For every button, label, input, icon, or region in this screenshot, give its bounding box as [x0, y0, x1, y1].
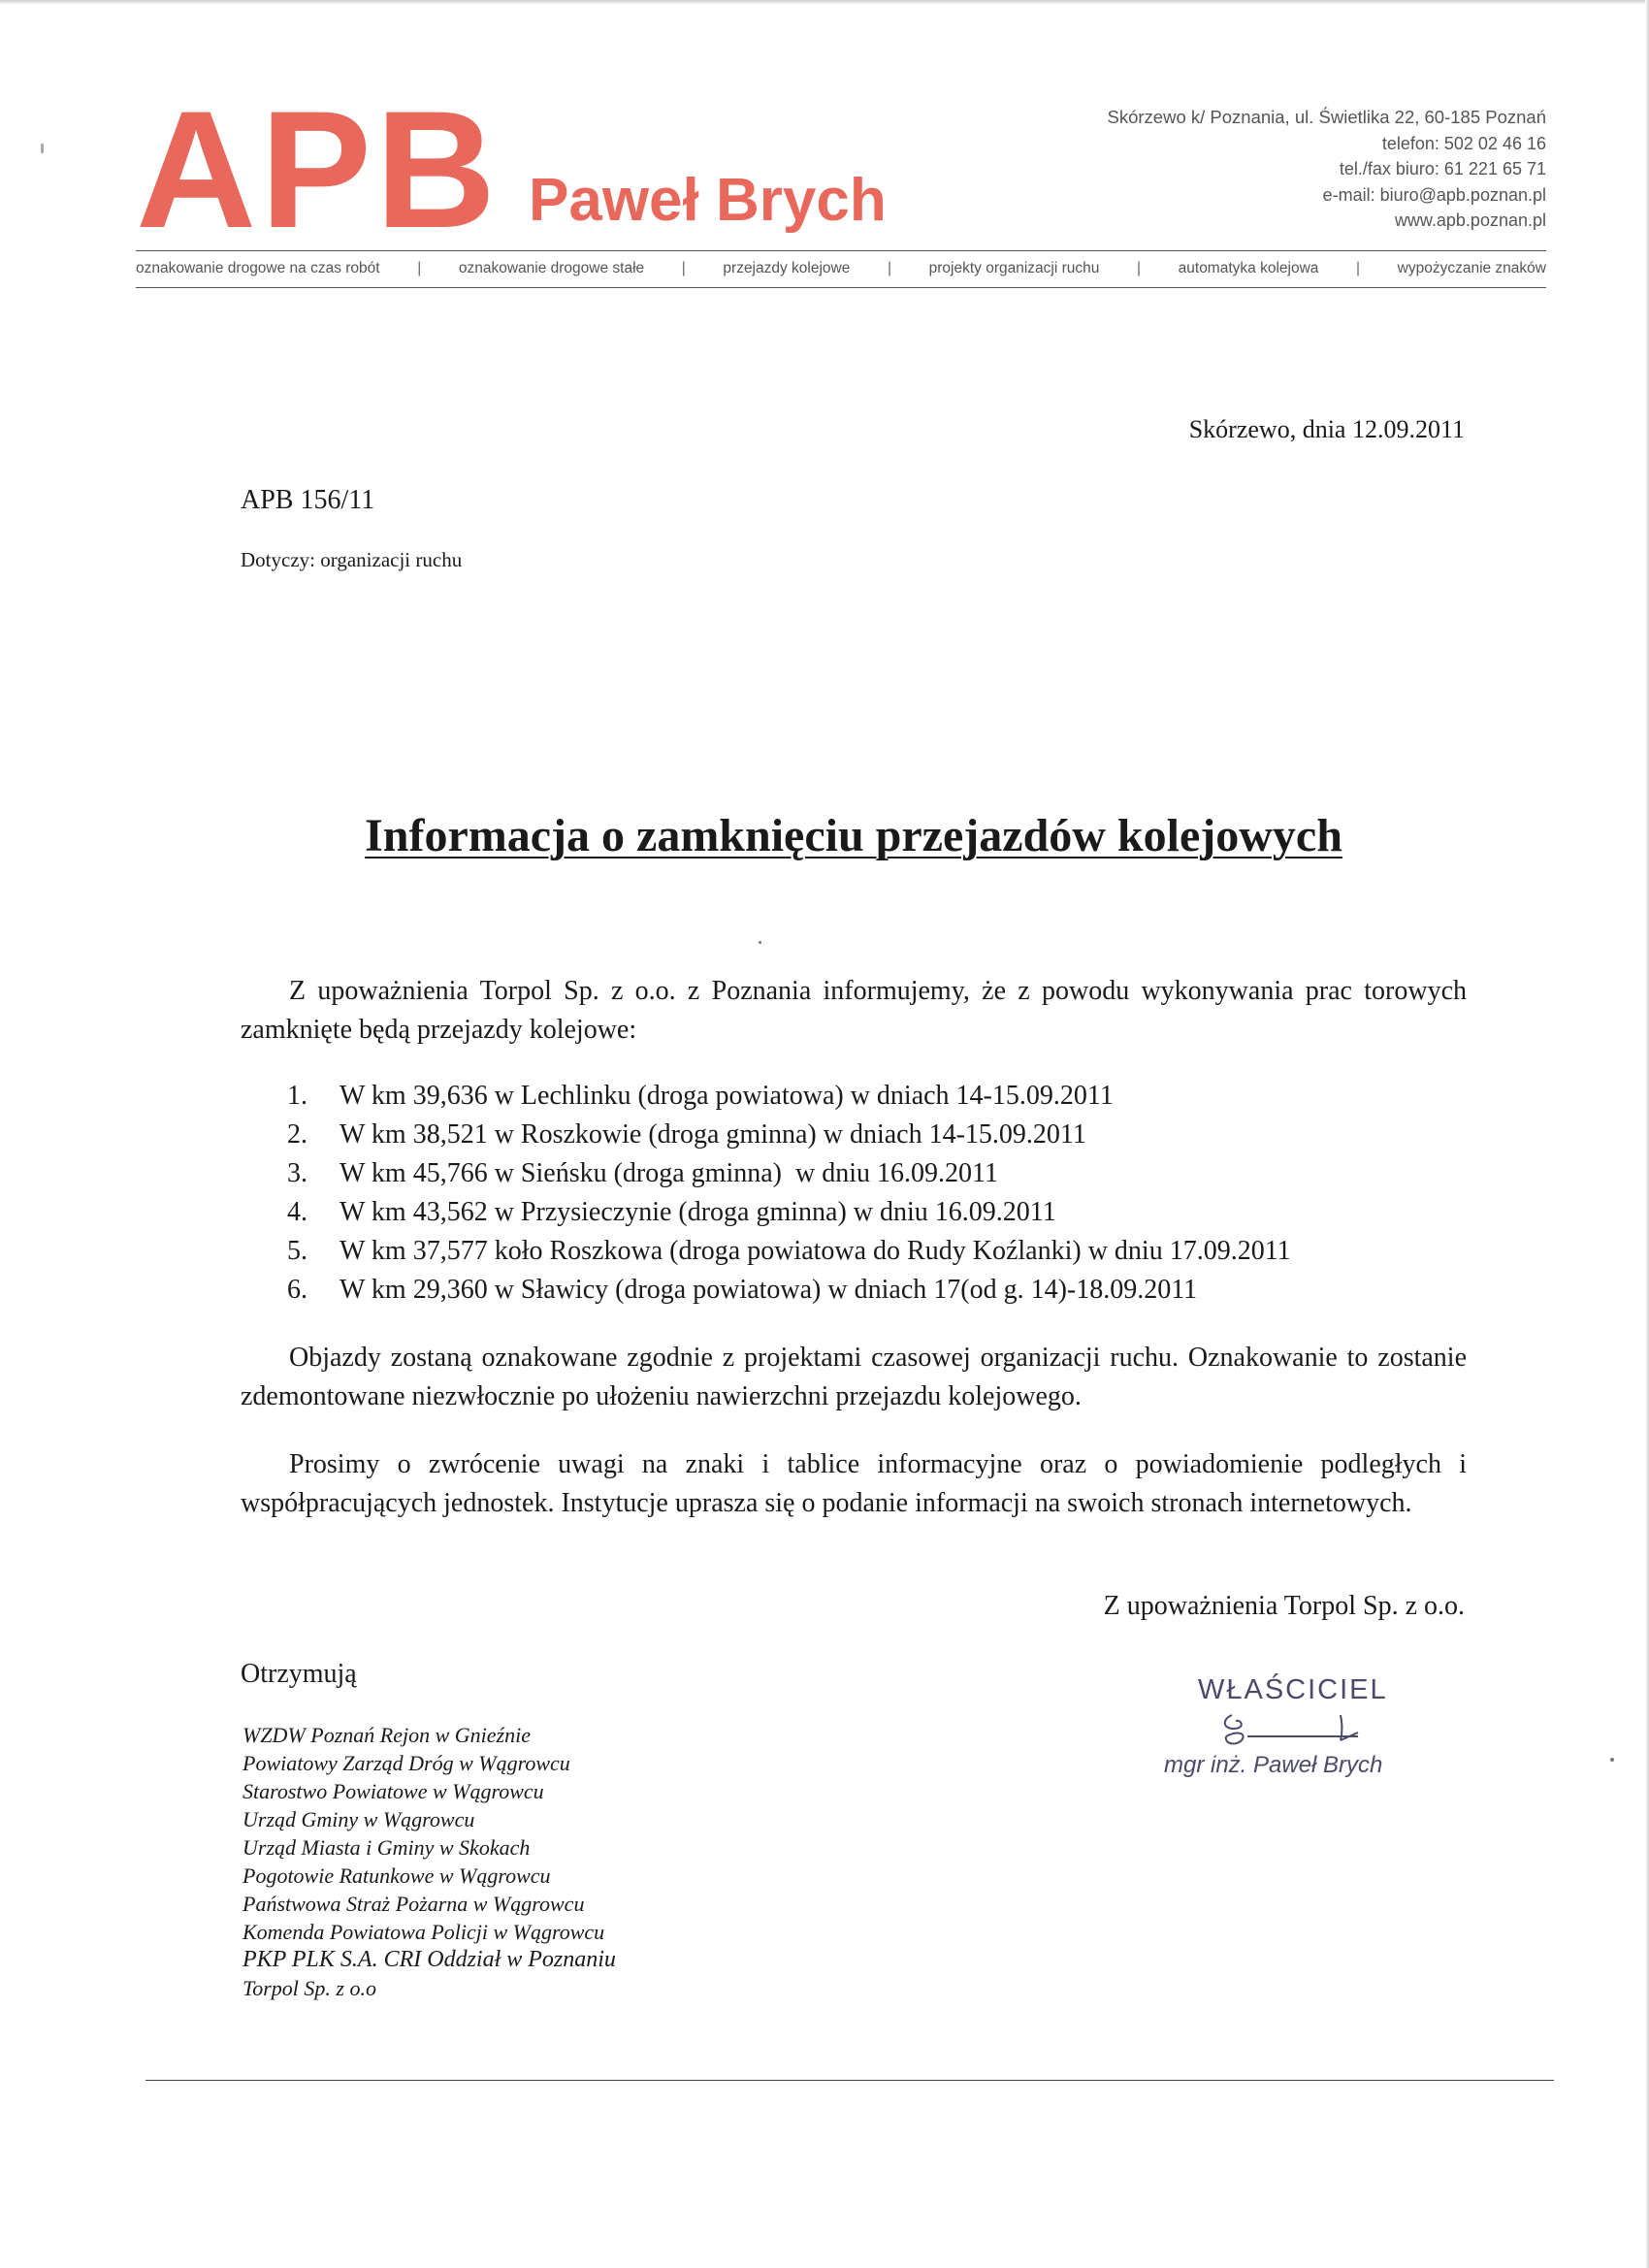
closure-number: 3. [287, 1158, 307, 1188]
recipient-item: Państwowa Straż Pożarna w Wągrowcu [242, 1892, 585, 1916]
letter-subject: Dotyczy: organizacji ruchu [241, 548, 463, 571]
footer-rule [146, 2080, 1554, 2081]
recipients-list [242, 1721, 616, 2002]
letterhead-rule-top [136, 250, 1546, 251]
closure-item [287, 1154, 1471, 1193]
closure-number: 4. [287, 1197, 307, 1227]
service-item: oznakowanie drogowe na czas robót [136, 260, 380, 276]
recipient-item: Komenda Powiatowa Policji w Wągrowcu [242, 1920, 605, 1944]
closure-text: W km 37,577 koło Roszkowa (droga powiatowa do Rudy Koźlanki) w dniu 17.09.2011 [340, 1236, 1291, 1266]
intro-paragraph [241, 972, 1467, 1050]
stamp-title: WŁAŚCICIEL [1198, 1674, 1388, 1705]
service-separator: | [1356, 260, 1361, 276]
recipient-item: WZDW Poznań Rejon w Gnieźnie [242, 1723, 531, 1747]
service-separator: | [681, 260, 686, 276]
closure-number: 2. [287, 1119, 307, 1150]
stamp-owner-name: mgr inż. Paweł Brych [1164, 1752, 1383, 1778]
closure-text: W km 39,636 w Lechlinku (droga powiatowa) w dniach 14-15.09.2011 [340, 1081, 1114, 1111]
letter-heading: Informacja o zamknięciu przejazdów kolejowych [365, 810, 1342, 861]
scan-artifact [759, 941, 761, 944]
service-item: automatyka kolejowa [1178, 260, 1319, 276]
closure-item [287, 1193, 1471, 1232]
request-paragraph [241, 1445, 1467, 1523]
request-text: Prosimy o zwrócenie uwagi na znaki i tablice informacyjne oraz o powiadomienie podległych i współpracujących jednostek. Instytucje uprasza się o podanie informacji na swoich stronach internetowych. [241, 1449, 1467, 1518]
service-item: wypożyczanie znaków [1397, 260, 1546, 276]
recipient-item: Urząd Miasta i Gminy w Skokach [242, 1835, 531, 1860]
letter-date: Skórzewo, dnia 12.09.2011 [1188, 415, 1465, 443]
services-bar [136, 255, 1546, 282]
service-item: projekty organizacji ruchu [928, 260, 1100, 276]
detours-text: Objazdy zostaną oznakowane zgodnie z projektami czasowej organizacji ruchu. Oznakowanie to zostanie zdemontowane niezwłocznie po ułożeniu nawierzchni przejazdu kolejowego. [241, 1343, 1467, 1411]
company-logo [136, 77, 941, 263]
scan-edge [0, 0, 1649, 5]
recipient-item: Powiatowy Zarząd Dróg w Wągrowcu [242, 1751, 570, 1775]
scan-artifact [1610, 1758, 1614, 1762]
service-separator: | [1137, 260, 1142, 276]
recipient-item: PKP PLK S.A. CRI Oddział w Poznaniu [242, 1947, 616, 1972]
owner-stamp [1164, 1674, 1455, 1791]
closure-text: W km 43,562 w Przysieczynie (droga gminna) w dniu 16.09.2011 [340, 1197, 1056, 1227]
company-website: www.apb.poznan.pl [1394, 211, 1546, 230]
authorization-line: Z upoważnienia Torpol Sp. z o.o. [1103, 1591, 1465, 1621]
closure-item [287, 1077, 1471, 1116]
company-phone: telefon: 502 02 46 16 [1381, 133, 1546, 153]
logo-acronym: APB [136, 77, 501, 263]
recipient-item: Torpol Sp. z o.o [242, 1976, 376, 2000]
recipient-item: Urząd Gminy w Wągrowcu [242, 1807, 475, 1831]
service-item: przejazdy kolejowe [723, 260, 851, 276]
service-item: oznakowanie drogowe stałe [458, 260, 645, 276]
closure-text: W km 38,521 w Roszkowie (droga gminna) w dniach 14-15.09.2011 [340, 1119, 1086, 1150]
service-separator: | [417, 260, 422, 276]
company-email: e-mail: biuro@apb.poznan.pl [1322, 184, 1546, 205]
closure-item [287, 1116, 1471, 1154]
letter-reference: APB 156/11 [241, 485, 375, 515]
scan-edge [1645, 0, 1649, 2268]
contact-block [1003, 105, 1546, 234]
recipient-item: Pogotowie Ratunkowe w Wągrowcu [242, 1863, 551, 1888]
closure-number: 1. [287, 1081, 307, 1111]
letterhead-rule-bottom [136, 287, 1546, 288]
service-separator: | [887, 260, 892, 276]
closure-number: 6. [287, 1275, 307, 1305]
closure-text: W km 45,766 w Sieńsku (droga gminna) w dniu 16.09.2011 [340, 1158, 998, 1188]
detours-paragraph [241, 1339, 1467, 1416]
company-fax: tel./fax biuro: 61 221 65 71 [1339, 159, 1546, 178]
recipients-title: Otrzymują [241, 1659, 357, 1689]
handwritten-signature [1212, 1707, 1406, 1756]
recipient-item: Starostwo Powiatowe w Wągrowcu [242, 1779, 544, 1803]
closure-number: 5. [287, 1236, 307, 1266]
closure-list [287, 1077, 1471, 1310]
scan-artifact [41, 144, 44, 153]
closure-item [287, 1271, 1471, 1310]
company-address: Skórzewo k/ Poznania, ul. Świetlika 22, 60-185 Poznań [1107, 107, 1546, 127]
closure-text: W km 29,360 w Sławicy (droga powiatowa) w dniach 17(od g. 14)-18.09.2011 [340, 1275, 1198, 1305]
logo-owner-name: Paweł Brych [529, 167, 887, 234]
intro-text: Z upoważnienia Torpol Sp. z o.o. z Poznania informujemy, że z powodu wykonywania prac torowych zamknięte będą przejazdy kolejowe: [241, 976, 1467, 1045]
closure-item [287, 1232, 1471, 1271]
